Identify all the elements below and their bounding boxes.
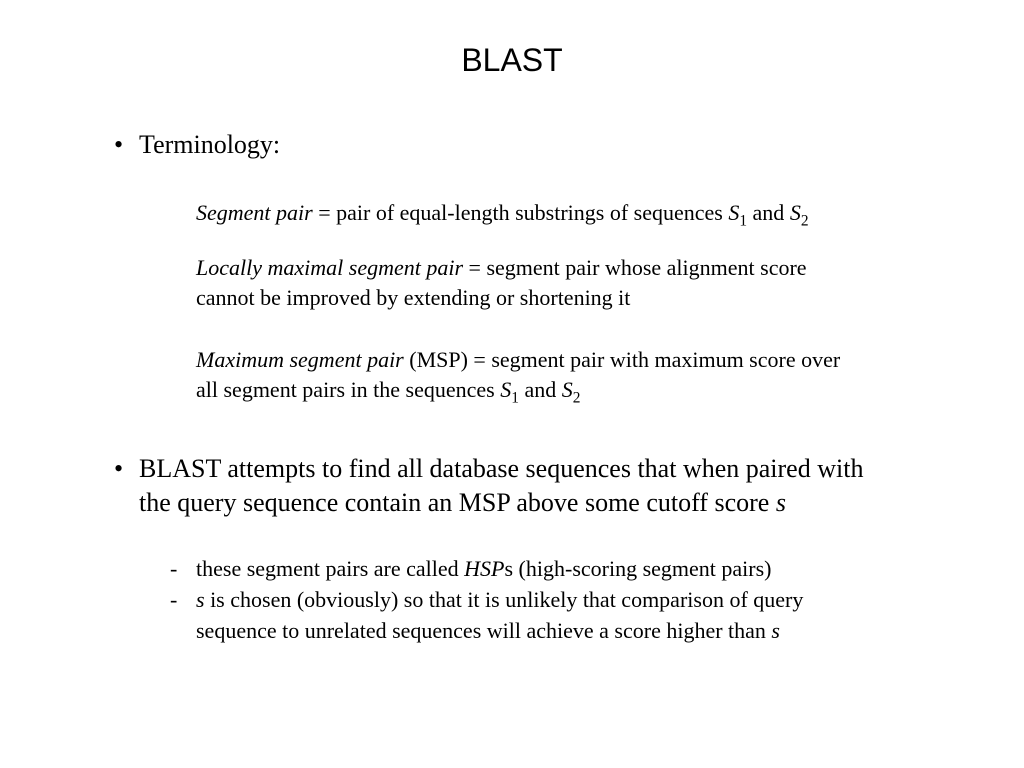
chosen-item bbox=[196, 585, 803, 615]
blast-line2-wrap bbox=[139, 486, 786, 519]
segment-pair-definition bbox=[196, 198, 809, 228]
maximum-segment-line2: all segment pairs in the sequences bbox=[196, 377, 501, 402]
blast-line2: the query sequence contain an MSP above some cutoff score bbox=[139, 488, 776, 517]
blast-line1: BLAST attempts to find all database sequences that when paired with bbox=[139, 454, 864, 483]
chosen-line1: is chosen (obviously) so that it is unlikely that comparison of query bbox=[204, 587, 804, 612]
subscript-2: 2 bbox=[800, 212, 809, 230]
and-text: and bbox=[518, 377, 562, 402]
hsp-term: HSP bbox=[464, 556, 505, 581]
maximum-segment-definition bbox=[196, 345, 840, 375]
segment-pair-desc: = pair of equal-length substrings of sequences bbox=[312, 200, 729, 225]
bullet-marker: • bbox=[114, 130, 124, 159]
terminology-heading: Terminology: bbox=[139, 130, 281, 159]
segment-pair-term: Segment pair bbox=[196, 200, 313, 225]
chosen-s-end: s bbox=[771, 618, 780, 643]
subscript-1: 1 bbox=[511, 389, 519, 407]
slide-title: BLAST bbox=[461, 42, 563, 78]
chosen-line2: sequence to unrelated sequences will achieve a score higher than bbox=[196, 618, 772, 643]
locally-maximal-definition bbox=[196, 253, 807, 283]
dash-marker: - bbox=[170, 587, 178, 612]
hsp-item bbox=[196, 554, 772, 584]
sequence-s: S bbox=[561, 377, 573, 402]
chosen-item-continuation bbox=[196, 616, 780, 646]
maximum-segment-line1: (MSP) = segment pair with maximum score over bbox=[403, 347, 841, 372]
locally-maximal-continuation: cannot be improved by extending or shortening it bbox=[196, 285, 631, 310]
and-text: and bbox=[747, 200, 790, 225]
subscript-1: 1 bbox=[739, 212, 748, 230]
bullet-marker: • bbox=[114, 454, 124, 483]
dash-marker: - bbox=[170, 556, 178, 581]
subscript-2: 2 bbox=[572, 389, 581, 407]
maximum-segment-continuation bbox=[196, 375, 580, 405]
hsp-pre: these segment pairs are called bbox=[196, 556, 465, 581]
sequence-s: S bbox=[500, 377, 512, 402]
hsp-post: s (high-scoring segment pairs) bbox=[504, 556, 772, 581]
cutoff-score-s: s bbox=[775, 488, 786, 517]
sequence-s: S bbox=[789, 200, 801, 225]
locally-maximal-term: Locally maximal segment pair bbox=[196, 255, 464, 280]
chosen-s: s bbox=[196, 587, 205, 612]
maximum-segment-term: Maximum segment pair bbox=[196, 347, 404, 372]
locally-maximal-line1: = segment pair whose alignment score bbox=[463, 255, 807, 280]
sequence-s: S bbox=[728, 200, 740, 225]
